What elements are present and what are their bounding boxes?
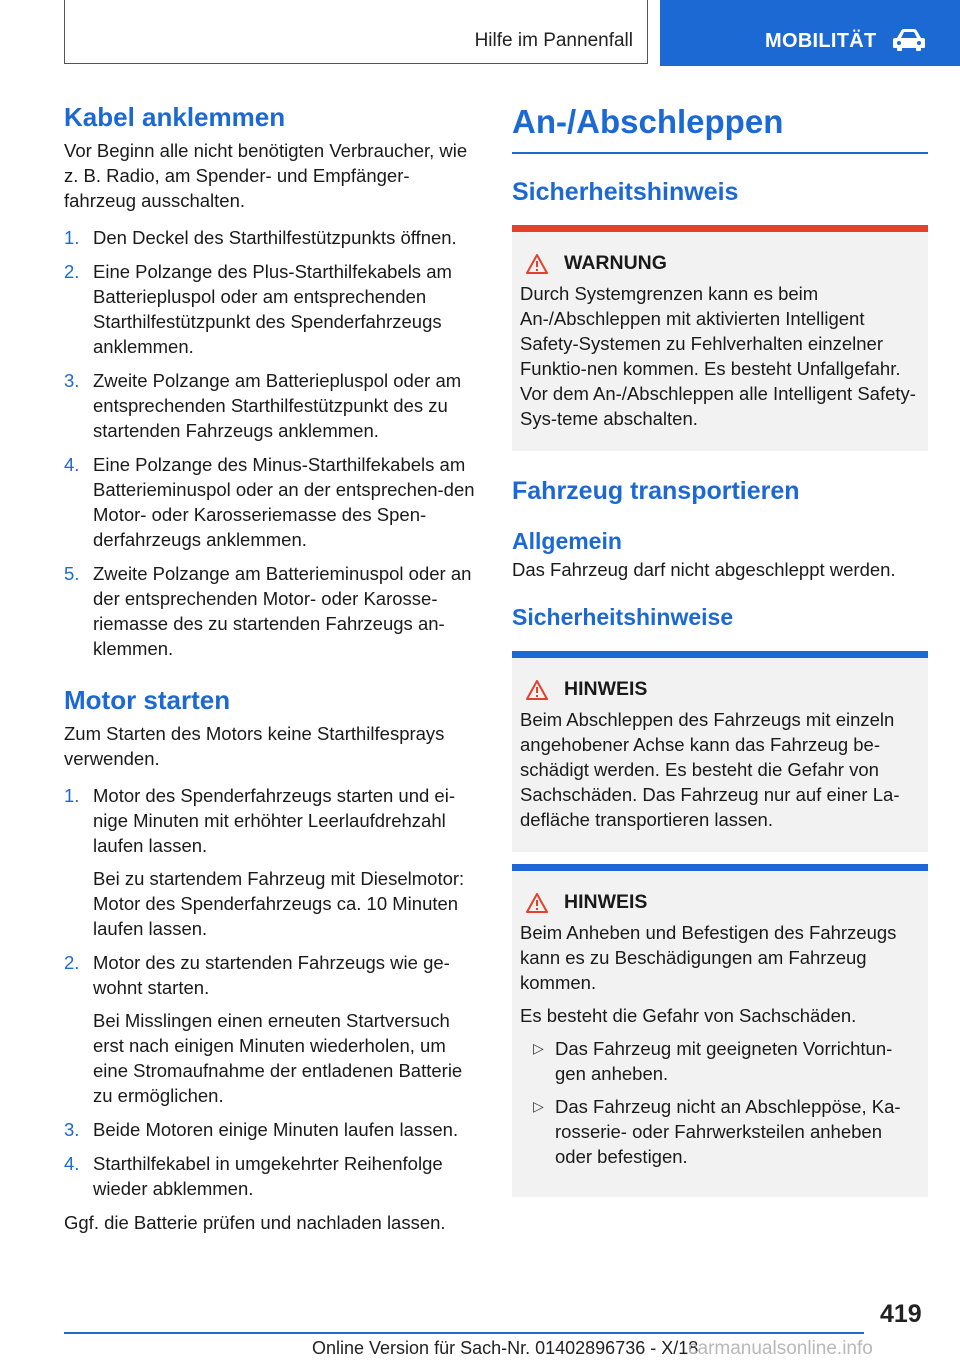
warning-box (512, 225, 928, 451)
footer-online-version: Online Version für Sach-Nr. 01402896736 - X/18 (312, 1338, 699, 1358)
list-item (64, 783, 480, 941)
list-item (64, 1151, 480, 1201)
motor-outro: Ggf. die Batterie prüfen und nachladen lassen. (64, 1212, 446, 1233)
motor-steps (64, 783, 480, 1201)
step-number: 2. (64, 952, 80, 973)
heading-kabel-anklemmen: Kabel anklemmen (64, 102, 286, 132)
bullet-triangle-icon: ▷ (533, 1040, 544, 1056)
heading-fahrzeug-transportieren: Fahrzeug transportieren (512, 477, 800, 505)
step-text: Den Deckel des Starthilfestützpunkts öffnen. (93, 227, 457, 248)
step-text: Starthilfekabel in umgekehrter Reihenfolge wieder abklemmen. (93, 1153, 443, 1199)
warning-text: Durch Systemgrenzen kann es beim An-/Abschleppen mit aktivierten Intelligent Safety-Systemen zu Fehlverhalten einzelner Funktio-nen kommen. Es besteht Unfallgefahr. Vor dem An-/Abschleppen alle Intelligent Safety-Sys-teme abschalten. (520, 283, 916, 429)
warning-header (520, 252, 920, 275)
heading-sicherheitshinweise: Sicherheitshinweise (512, 604, 734, 630)
heading-motor-starten: Motor starten (64, 685, 231, 715)
note-text: Es besteht die Gefahr von Sachschäden. (520, 1005, 857, 1026)
list-item (64, 452, 480, 552)
list-item (64, 259, 480, 359)
note-text: Beim Anheben und Befestigen des Fahrzeugs kann es zu Beschädigungen am Fahrzeug kommen. (520, 922, 897, 993)
step-text: Eine Polzange des Minus-Starthilfekabels am Batterieminuspol oder an der entsprechen-den Motor- oder Karosseriemasse des Spen-derfahrzeugs anklemmen. (93, 454, 475, 550)
list-item (64, 1117, 480, 1142)
list-item (64, 561, 480, 661)
watermark: carmanualsonline.info (688, 1338, 873, 1359)
step-text: Zweite Polzange am Batteriepluspol oder am entsprechenden Starthilfestützpunkt des zu startenden Fahrzeugs anklemmen. (93, 370, 462, 441)
heading-an-abschleppen: An-/Abschleppen (512, 103, 784, 140)
list-item-text: Das Fahrzeug mit geeigneten Vorrichtun-gen anheben. (555, 1038, 893, 1084)
step-number: 4. (64, 454, 80, 475)
chapter-tab (660, 0, 960, 66)
step-number: 3. (64, 370, 80, 391)
step-text: Motor des zu startenden Fahrzeugs wie ge-wohnt starten. (93, 952, 450, 998)
list-item (520, 1094, 920, 1169)
step-text: Motor des Spenderfahrzeugs starten und ei-nige Minuten mit erhöhter Leerlaufdrehzahl laufen lassen. (93, 785, 455, 856)
general-text: Das Fahrzeug darf nicht abgeschleppt werden. (512, 559, 896, 580)
list-item (64, 368, 480, 443)
kabel-steps (64, 225, 480, 661)
left-column (64, 100, 480, 1235)
step-note: Bei zu startendem Fahrzeug mit Dieselmotor: Motor des Spenderfahrzeugs ca. 10 Minuten laufen lassen. (93, 868, 465, 939)
motor-intro: Zum Starten des Motors keine Starthilfesprays verwenden. (64, 723, 445, 769)
heading-rule (512, 152, 928, 154)
step-number: 3. (64, 1119, 80, 1140)
note-box (512, 651, 928, 852)
chapter-title: MOBILITÄT (765, 30, 877, 52)
header-section-box (64, 0, 648, 64)
step-number: 5. (64, 563, 80, 584)
heading-allgemein: Allgemein (512, 528, 622, 554)
warning-triangle-icon (526, 254, 548, 274)
note-list (520, 1036, 920, 1169)
footer-rule (64, 1332, 864, 1334)
note-header (520, 678, 920, 701)
right-column (512, 100, 928, 1197)
step-number: 1. (64, 227, 80, 248)
note-box (512, 864, 928, 1197)
section-title: Hilfe im Pannenfall (474, 30, 633, 51)
step-note: Bei Misslingen einen erneuten Startversuch erst nach einigen Minuten wiederholen, um eine Stromaufnahme der entladenen Batterie zu ermöglichen. (93, 1010, 463, 1106)
list-item (64, 225, 480, 250)
note-text: Beim Abschleppen des Fahrzeugs mit einzeln angehobener Achse kann das Fahrzeug be-schädigt werden. Es besteht die Gefahr von Sachschäden. Das Fahrzeug nur auf einer La-defläche transportieren lassen. (520, 709, 900, 830)
heading-sicherheitshinweis: Sicherheitshinweis (512, 178, 739, 206)
list-item (64, 950, 480, 1108)
step-number: 2. (64, 261, 80, 282)
warning-label: WARNUNG (564, 252, 667, 274)
step-number: 4. (64, 1153, 80, 1174)
caution-triangle-icon (526, 680, 548, 700)
step-text: Eine Polzange des Plus-Starthilfekabels am Batteriepluspol oder am entsprechenden Starthilfestützpunkt des Spenderfahrzeugs anklemmen. (93, 261, 452, 357)
bullet-triangle-icon: ▷ (533, 1098, 544, 1114)
step-text: Zweite Polzange am Batterieminuspol oder an der entsprechenden Motor- oder Karosse-riemasse des zu startenden Fahrzeugs an-klemmen. (93, 563, 472, 659)
caution-triangle-icon (526, 893, 548, 913)
page-number: 419 (880, 1300, 922, 1328)
step-number: 1. (64, 785, 80, 806)
car-icon (892, 28, 926, 57)
step-text: Beide Motoren einige Minuten laufen lassen. (93, 1119, 459, 1140)
list-item-text: Das Fahrzeug nicht an Abschleppöse, Ka-rosserie- oder Fahrwerksteilen anheben oder befestigen. (555, 1096, 901, 1167)
note-label: HINWEIS (564, 678, 648, 700)
note-label: HINWEIS (564, 891, 648, 913)
kabel-intro: Vor Beginn alle nicht benötigten Verbraucher, wie z. B. Radio, am Spender- und Empfänger-fahrzeug ausschalten. (64, 140, 468, 211)
list-item (520, 1036, 920, 1086)
note-header (520, 891, 920, 914)
